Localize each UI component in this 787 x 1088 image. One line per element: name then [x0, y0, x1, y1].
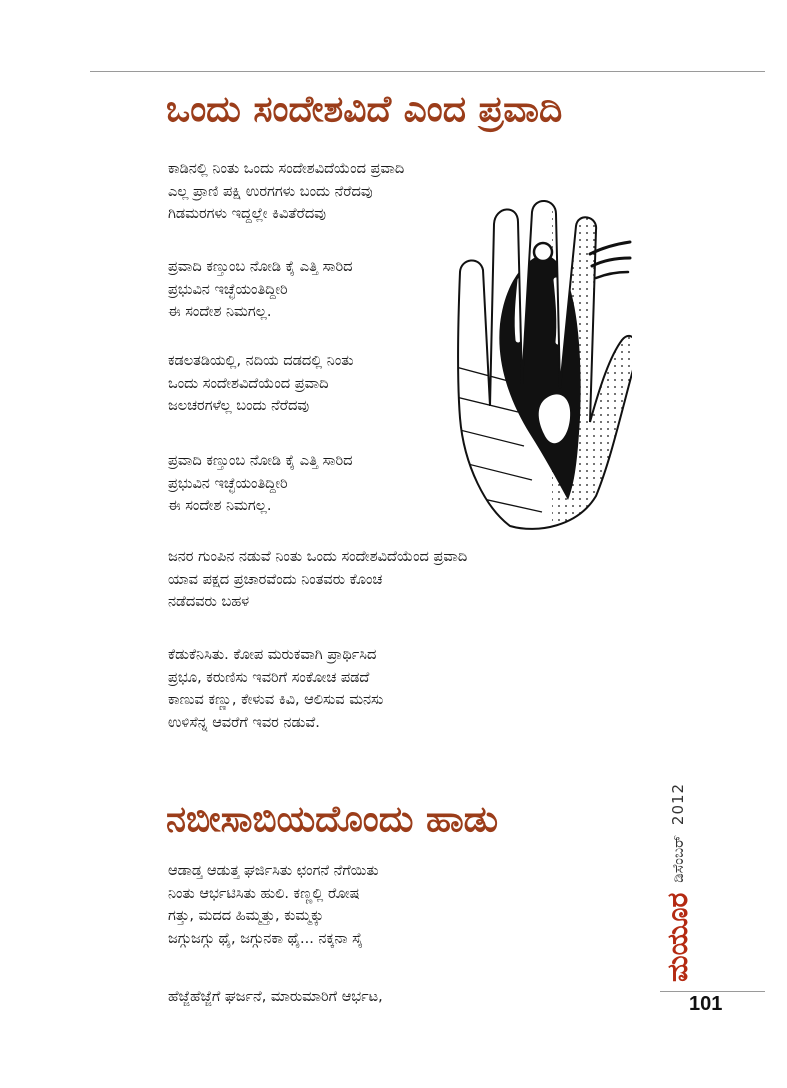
poem-line: ಕಡಲತಡಿಯಲ್ಲಿ, ನದಿಯ ದಡದಲ್ಲಿ ನಿಂತು — [168, 353, 354, 369]
issue-sidebar — [658, 762, 698, 982]
poem-line: ಪ್ರಭೂ, ಕರುಣಿಸು ಇವರಿಗೆ ಸಂಕೋಚ ಪಡದೆ — [168, 669, 370, 686]
poem-line: ಈ ಸಂದೇಶ ನಿಮಗಲ್ಲ. — [168, 304, 272, 320]
poem-title-1: ಒಂದು ಸಂದೇಶವಿದೆ ಎಂದ ಪ್ರವಾದಿ — [166, 89, 563, 130]
top-rule — [90, 71, 765, 72]
magazine-masthead: ಮಯೂರ — [661, 892, 694, 982]
hand-illustration — [452, 196, 632, 532]
issue-year: 2012 — [669, 782, 687, 826]
poem1-stanza-4 — [168, 450, 352, 518]
poem1-stanza-5 — [168, 546, 467, 614]
poem-line: ಗತ್ತು, ಮದದ ಹಿಮ್ಮತ್ತು, ಕುಮ್ಮಕ್ಕು — [168, 908, 324, 924]
poem-line: ಯಾವ ಪಕ್ಷದ ಪ್ರಚಾರವೆಂದು ನಿಂತವರು ಕೊಂಚ — [168, 571, 383, 588]
poem-line: ಗಿಡಮರಗಳು ಇದ್ದಲ್ಲೇ ಕಿವಿತೆರೆದವು — [168, 206, 327, 222]
footer-rule — [660, 991, 765, 992]
poem-line: ಕಾಡಿನಲ್ಲಿ ನಿಂತು ಒಂದು ಸಂದೇಶವಿದೆಯೆಂದ ಪ್ರವಾದಿ — [168, 161, 405, 177]
poem-line: ಪ್ರಭುವಿನ ಇಚ್ಛೆಯಂತಿದ್ದೀರಿ — [168, 281, 288, 298]
poem-title-2: ನಬೀಸಾಬಿಯದೊಂದು ಹಾಡು — [166, 799, 499, 840]
poem2-stanza-2 — [168, 986, 383, 1009]
poem-line: ಕಾಣುವ ಕಣ್ಣು, ಕೇಳುವ ಕಿವಿ, ಆಲಿಸುವ ಮನಸು — [168, 692, 384, 708]
poem1-stanza-1 — [168, 158, 404, 226]
poem-line: ಜಗ್ಗುಜಗ್ಗು ಥೈ, ಜಗ್ಗುನಕಾ ಥೈ... ನಕ್ಕನಾ ಸೈ — [168, 930, 363, 947]
page-number: 101 — [689, 993, 723, 1015]
poem-line: ಪ್ರಭುವಿನ ಇಚ್ಛೆಯಂತಿದ್ದೀರಿ — [168, 475, 288, 492]
poem-line: ನಡೆದವರು ಬಹಳ — [168, 594, 250, 610]
poem-line: ಎಲ್ಲ ಪ್ರಾಣಿ ಪಕ್ಷಿ ಉರಗಗಳು ಬಂದು ನೆರೆದವು — [168, 183, 373, 200]
poem-line: ಪ್ರವಾದಿ ಕಣ್ತುಂಬ ನೋಡಿ ಕೈ ಎತ್ತಿ ಸಾರಿದ — [168, 259, 353, 275]
poem1-stanza-6 — [168, 644, 383, 734]
poem-line: ನಿಂತು ಆರ್ಭಟಿಸಿತು ಹುಲಿ. ಕಣ್ಣಲ್ಲಿ ರೋಷ — [168, 885, 360, 902]
issue-month: ಡಿಸೆಂಬರ್ — [669, 835, 687, 883]
poem-line: ಉಳಿಸೆನ್ನ ಆವರೆಗೆ ಇವರ ನಡುವೆ. — [168, 714, 320, 731]
poem1-stanza-2 — [168, 256, 352, 324]
poem1-stanza-3 — [168, 350, 354, 418]
poem-line: ಜಲಚರಗಳೆಲ್ಲ ಬಂದು ನೆರೆದವು — [168, 398, 310, 414]
poem-line: ಈ ಸಂದೇಶ ನಿಮಗಲ್ಲ. — [168, 498, 272, 514]
poem-line: ಒಂದು ಸಂದೇಶವಿದೆಯೆಂದ ಪ್ರವಾದಿ — [168, 375, 329, 392]
poem2-stanza-1 — [168, 860, 379, 950]
poem-line: ಕೆಡುಕೆನಿಸಿತು. ಕೋಪ ಮರುಕವಾಗಿ ಪ್ರಾರ್ಥಿಸಿದ — [168, 647, 377, 663]
poem-line: ಹೆಜ್ಜೆಹೆಜ್ಜೆಗೆ ಘರ್ಜನೆ, ಮಾರುಮಾರಿಗೆ ಆರ್ಭಟ, — [168, 989, 383, 1005]
poem-line: ಆಡಾಡ್ತ ಆಡುತ್ತ ಘರ್ಜಿಸಿತು ಛಂಗನೆ ನೆಗೆಯಿತು — [168, 863, 379, 879]
poem-line: ಜನರ ಗುಂಪಿನ ನಡುವೆ ನಿಂತು ಒಂದು ಸಂದೇಶವಿದೆಯೆಂದ ಪ್ರವಾದಿ — [168, 549, 468, 565]
poem-line: ಪ್ರವಾದಿ ಕಣ್ತುಂಬ ನೋಡಿ ಕೈ ಎತ್ತಿ ಸಾರಿದ — [168, 453, 353, 469]
